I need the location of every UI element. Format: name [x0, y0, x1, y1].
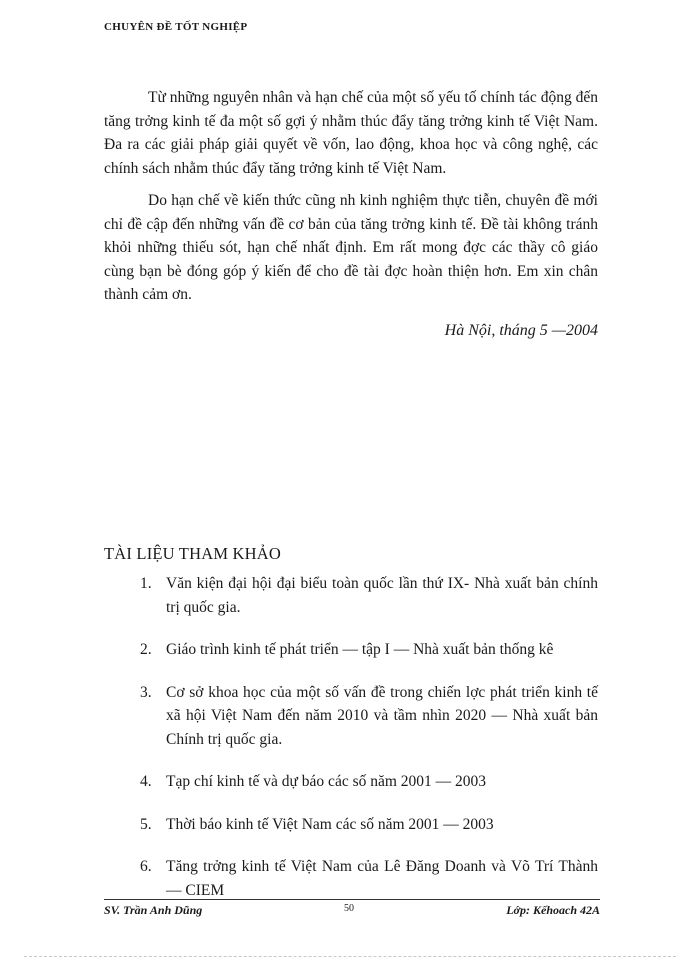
reference-item: [140, 770, 598, 794]
reference-number: 6.: [140, 858, 152, 875]
footer-student-name: SV. Trần Anh Dũng: [104, 903, 203, 917]
footer-page-number: 50: [344, 903, 354, 914]
page-edge: [24, 956, 676, 957]
references-list: [140, 572, 598, 921]
footer-divider: [104, 899, 600, 900]
reference-number: 2.: [140, 641, 152, 658]
running-header: CHUYÊN ĐỀ TỐT NGHIỆP: [104, 21, 248, 33]
reference-item: [140, 638, 598, 662]
reference-item: [140, 681, 598, 752]
reference-text: Thời báo kinh tế Việt Nam các số năm 2001 — 2003: [166, 815, 494, 833]
paragraph-conclusion: Từ những nguyên nhân và hạn chế của một số yếu tố chính tác động đến tăng trởng kinh tế đa một số gợi ý nhằm thúc đẩy tăng trởng kinh tế Việt Nam. Đa ra các giải pháp giải quyết về vốn, lao động, khoa học và công nghệ, các chính sách nhằm thúc đẩy tăng trởng kinh tế Việt Nam.: [104, 89, 598, 177]
reference-number: 1.: [140, 575, 152, 592]
reference-number: 5.: [140, 815, 152, 833]
signoff-date: Hà Nội, tháng 5 —2004: [444, 322, 598, 339]
references-heading: TÀI LIỆU THAM KHẢO: [104, 544, 281, 563]
reference-text: Cơ sở khoa học của một số vấn đề trong chiến lợc phát triển kinh tế xã hội Việt Nam đến năm 2010 và tầm nhìn 2020 — Nhà xuất bản Chính trị quốc gia.: [166, 683, 598, 748]
reference-number: 3.: [140, 683, 152, 701]
reference-text: Tạp chí kinh tế và dự báo các số năm 2001 — 2003: [166, 773, 487, 790]
footer-class: Lớp: Kếhoach 42A: [506, 903, 600, 917]
reference-text: Văn kiện đại hội đại biểu toàn quốc lần thứ IX- Nhà xuất bản chính trị quốc gia.: [166, 575, 598, 616]
reference-number: 4.: [140, 773, 152, 790]
reference-text: Tăng trởng kinh tế Việt Nam của Lê Đăng Doanh và Võ Trí Thành — CIEM: [166, 858, 598, 899]
reference-item: [140, 813, 598, 837]
paragraph-limitations: Do hạn chế về kiến thức cũng nh kinh nghiệm thực tiễn, chuyên đề mới chỉ đề cập đến những vấn đề cơ bản của tăng trởng kinh tế. Đề tài không tránh khỏi những thiếu sót, hạn chế nhất định. Em rất mong đợc các thầy cô giáo cùng bạn bè đóng góp ý kiến để cho đề tài đợc hoàn thiện hơn. Em xin chân thành cảm ơn.: [104, 192, 598, 303]
reference-text: Giáo trình kinh tế phát triển — tập I — Nhà xuất bản thống kê: [166, 641, 554, 658]
reference-item: [140, 572, 598, 619]
reference-item: [140, 855, 598, 902]
